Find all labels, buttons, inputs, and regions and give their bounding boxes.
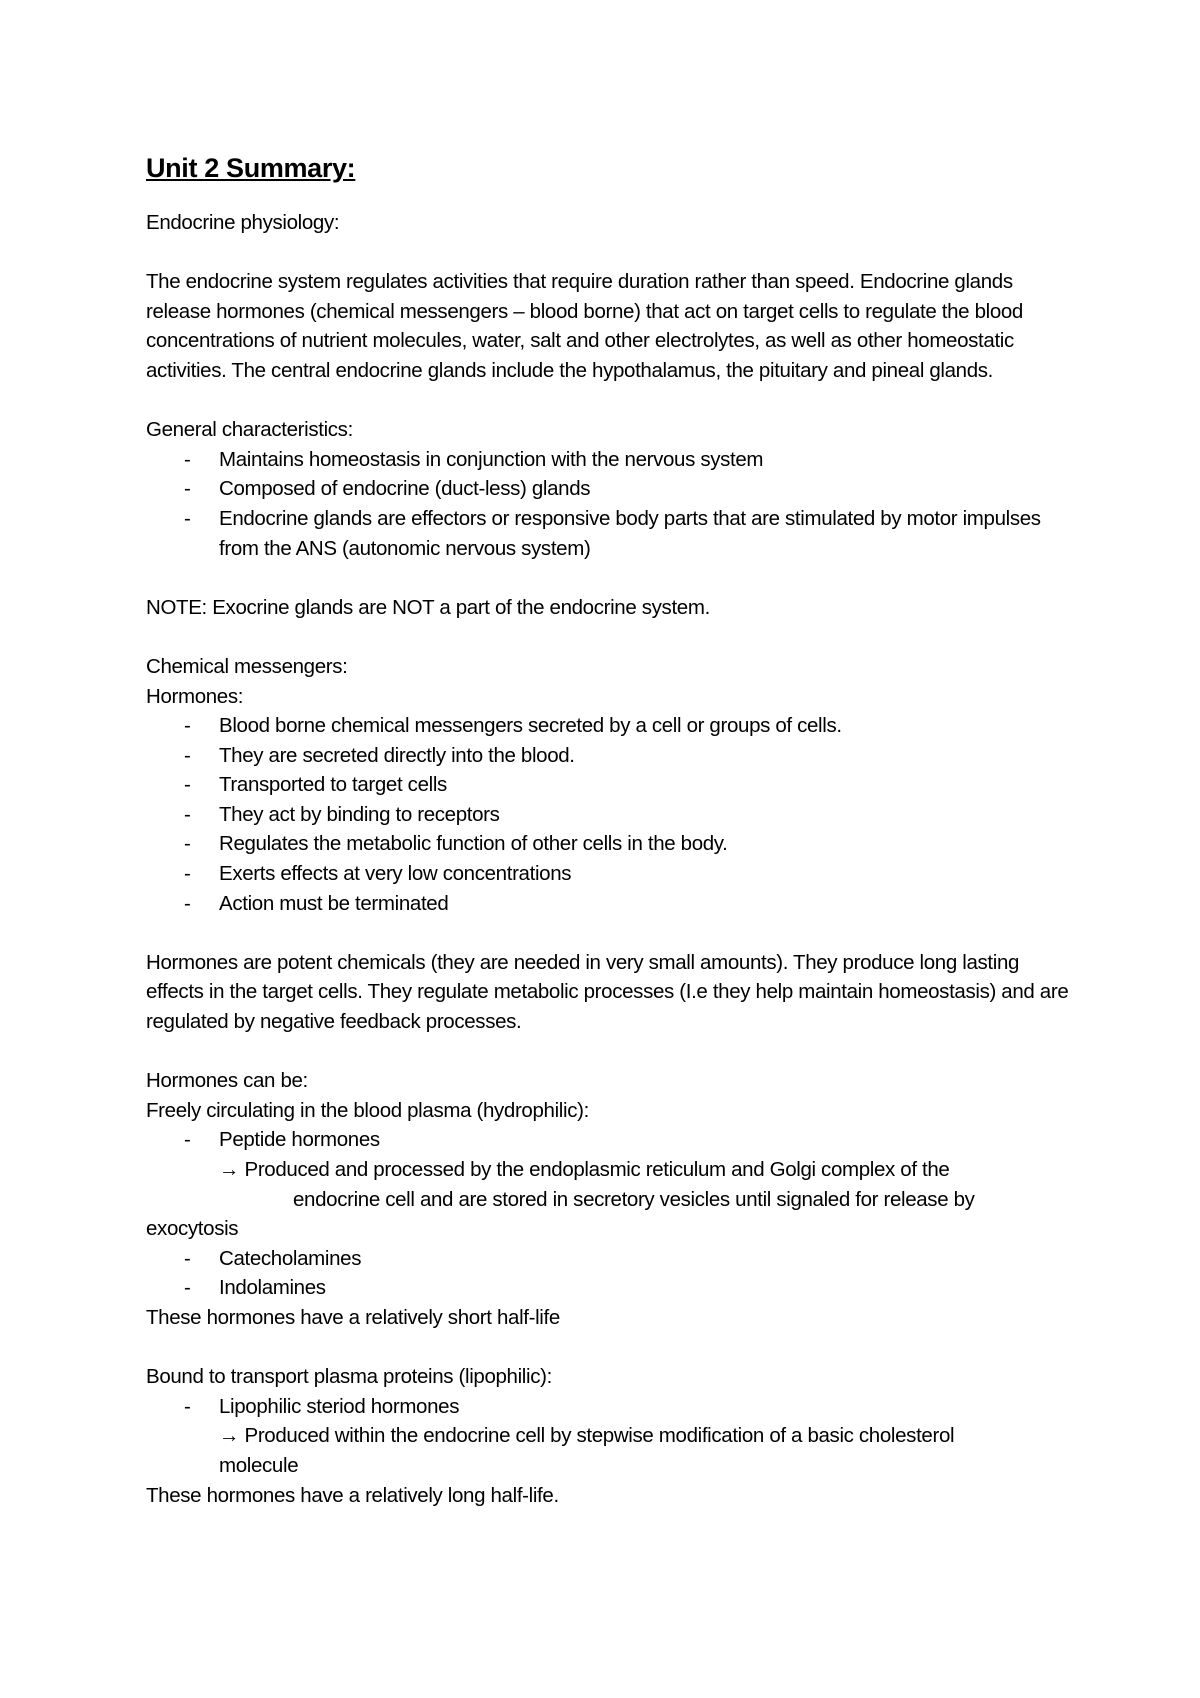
peptide-arrow-note-line2: endocrine cell and are stored in secretory vesicles until signaled for release by xyxy=(293,1187,975,1211)
long-half-life-note: These hormones have a relatively long half-life. xyxy=(146,1483,559,1507)
bullet-dash: - xyxy=(184,1246,191,1270)
list-item-text: Action must be terminated xyxy=(219,891,449,915)
list-item xyxy=(146,445,1076,475)
short-half-life-note: These hormones have a relatively short half-life xyxy=(146,1305,560,1329)
list-item xyxy=(146,829,1076,859)
list-item xyxy=(146,770,1076,800)
steroid-arrow-note-line2: molecule xyxy=(219,1453,299,1477)
list-item xyxy=(146,1125,1076,1155)
list-item xyxy=(146,1244,1076,1274)
general-characteristics-list xyxy=(146,445,1076,563)
list-item xyxy=(146,741,1076,771)
list-item xyxy=(146,504,1076,563)
bullet-dash: - xyxy=(184,714,191,738)
free-hormones-list-cont xyxy=(146,1244,1076,1303)
bullet-dash: - xyxy=(184,832,191,856)
general-characteristics-heading: General characteristics: xyxy=(146,418,353,442)
hormones-list xyxy=(146,711,1076,918)
list-item xyxy=(146,711,1076,741)
chemical-messengers-heading: Chemical messengers: xyxy=(146,654,348,678)
bullet-dash: - xyxy=(184,1276,191,1300)
list-item xyxy=(146,859,1076,889)
list-item-text: They act by binding to receptors xyxy=(219,802,500,826)
exocrine-note: NOTE: Exocrine glands are NOT a part of the endocrine system. xyxy=(146,595,710,619)
bullet-dash: - xyxy=(184,743,191,767)
bullet-dash: - xyxy=(184,1394,191,1418)
potent-chemicals-paragraph: Hormones are potent chemicals (they are needed in very small amounts). They produce long lasting effects in the target cells. They regulate metabolic processes (I.e they help maintain homeostasis) and are regulated by negative feedback processes. xyxy=(146,950,1069,1034)
hormones-can-be-heading: Hormones can be: xyxy=(146,1069,308,1093)
list-item-text: Indolamines xyxy=(219,1276,326,1300)
freely-circulating-heading: Freely circulating in the blood plasma (hydrophilic): xyxy=(146,1098,589,1122)
peptide-arrow-note-line3: exocytosis xyxy=(146,1217,239,1241)
list-item-text: Blood borne chemical messengers secreted by a cell or groups of cells. xyxy=(219,714,842,738)
list-item-text: Maintains homeostasis in conjunction with the nervous system xyxy=(219,447,764,471)
peptide-arrow-note-line1: → Produced and processed by the endoplasmic reticulum and Golgi complex of the xyxy=(219,1158,950,1181)
bullet-dash: - xyxy=(184,891,191,915)
bound-hormones-heading: Bound to transport plasma proteins (lipophilic): xyxy=(146,1365,552,1389)
list-item xyxy=(146,1392,1076,1422)
list-item-text: Peptide hormones xyxy=(219,1128,380,1152)
bound-hormones-list xyxy=(146,1392,1076,1422)
bullet-dash: - xyxy=(184,773,191,797)
list-item-text: Endocrine glands are effectors or responsive body parts that are stimulated by motor impulses from the ANS (autonomic nervous system) xyxy=(219,506,1041,560)
bullet-dash: - xyxy=(184,802,191,826)
list-item-text: Exerts effects at very low concentrations xyxy=(219,862,572,886)
list-item-text: They are secreted directly into the blood. xyxy=(219,743,575,767)
list-item xyxy=(146,1273,1076,1303)
list-item xyxy=(146,889,1076,919)
page-title: Unit 2 Summary: xyxy=(146,153,356,183)
bullet-dash: - xyxy=(184,477,191,501)
list-item xyxy=(146,800,1076,830)
hormones-subheading: Hormones: xyxy=(146,684,244,708)
list-item-text: Lipophilic steriod hormones xyxy=(219,1394,460,1418)
bullet-dash: - xyxy=(184,862,191,886)
section-heading-endocrine-physiology: Endocrine physiology: xyxy=(146,211,340,234)
endocrine-intro-paragraph: The endocrine system regulates activities that require duration rather than speed. Endocrine glands release hormones (chemical messengers – blood borne) that act on target cells to regulate the blood concentrations of nutrient molecules, water, salt and other electrolytes, as well as other homeostatic activities. The central endocrine glands include the hypothalamus, the pituitary and pineal glands. xyxy=(146,270,1023,382)
bullet-dash: - xyxy=(184,506,191,530)
bullet-dash: - xyxy=(184,1128,191,1152)
list-item-text: Regulates the metabolic function of other cells in the body. xyxy=(219,832,728,856)
steroid-arrow-note-line1: → Produced within the endocrine cell by stepwise modification of a basic cholesterol xyxy=(219,1424,955,1448)
free-hormones-list xyxy=(146,1125,1076,1155)
list-item-text: Transported to target cells xyxy=(219,773,447,797)
list-item xyxy=(146,474,1076,504)
list-item-text: Composed of endocrine (duct-less) glands xyxy=(219,477,591,501)
bullet-dash: - xyxy=(184,447,191,471)
list-item-text: Catecholamines xyxy=(219,1246,362,1270)
document-page xyxy=(146,150,1076,1510)
